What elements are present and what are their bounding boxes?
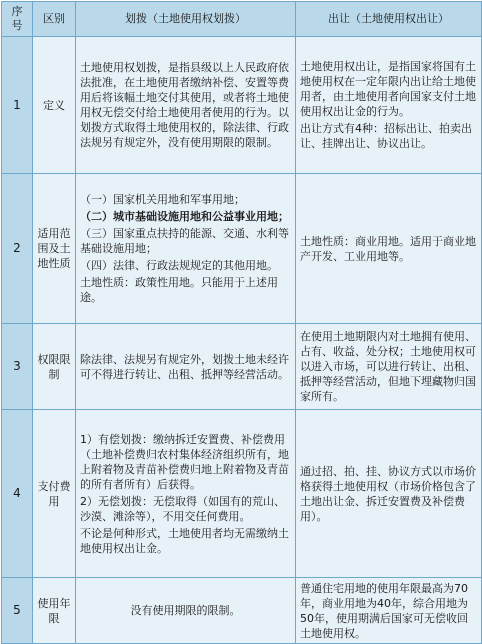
table-row	[2, 578, 482, 644]
header-seq-label: 序 号	[11, 5, 23, 32]
transfer-text: 通过招、拍、挂、协议方式以市场价格获得土地使用权（市场价格包含了土地出让金、拆迁安置费及补偿费用）。	[300, 464, 476, 523]
row-category: 权限限制	[33, 324, 76, 410]
header-seq	[2, 2, 33, 37]
header-transfer: 出让（土地使用权出让）	[296, 2, 482, 37]
row-number: 2	[2, 174, 33, 324]
allocation-text: 除法律、法规另有规定外，划拨土地未经许可不得进行转让、出租、抵押等经营活动。	[80, 352, 289, 381]
allocation-cell	[76, 37, 296, 174]
transfer-cell	[296, 410, 482, 578]
table-row	[2, 410, 482, 578]
transfer-cell	[296, 578, 482, 644]
land-use-comparison-table	[1, 1, 482, 644]
transfer-text: 出让方式有4种：招标出让、拍卖出让、挂牌出让、协议出让。	[300, 122, 472, 150]
transfer-cell	[296, 324, 482, 410]
allocation-text: 1）有偿划拨：缴纳拆迁安置费、补偿费用（土地补偿费归农村集体经济组织所有，地上附着物及青苗补偿费归地上附着物及青苗的所有者所有）后获得。	[80, 432, 289, 491]
table-row	[2, 174, 482, 324]
allocation-text: （三）国家重点扶持的能源、交通、水利等基础设施用地；	[80, 227, 289, 255]
table-row	[2, 37, 482, 174]
allocation-text: （一）国家机关用地和军事用地；	[80, 193, 245, 206]
row-category: 使用年限	[33, 578, 76, 644]
header-category: 区别	[33, 2, 76, 37]
row-number: 3	[2, 324, 33, 410]
table-row	[2, 324, 482, 410]
transfer-text: 普通住宅用地的使用年限最高为70年，商业用地为40年，综合用地为50年，使用期满后国家可无偿收回土地使用权。	[300, 581, 468, 640]
transfer-cell	[296, 37, 482, 174]
transfer-cell	[296, 174, 482, 324]
allocation-text: 2）无偿划拨：无偿取得（如国有的荒山、沙漠、滩涂等），不用交任何费用。	[80, 494, 285, 523]
allocation-text: 不论是何种形式，土地使用者均无需缴纳土地使用权出让金。	[80, 526, 289, 555]
table-header-row	[2, 2, 482, 37]
allocation-cell	[76, 578, 296, 644]
transfer-text: 在使用土地期限内对土地拥有使用、占有、收益、处分权；土地使用权可以进入市场，可以进行转让、出租、抵押等经营活动，但地下埋藏物归国家所有。	[300, 330, 476, 403]
allocation-cell	[76, 410, 296, 578]
header-allocation: 划拨（土地使用权划拨）	[76, 2, 296, 37]
row-category: 支付费用	[33, 410, 76, 578]
allocation-text: （四）法律、行政法规规定的其他用地。	[80, 259, 278, 272]
row-category: 定义	[33, 37, 76, 174]
allocation-text-emphasis: （二）城市基础设施用地和公益事业用地；	[80, 210, 289, 223]
transfer-text: 土地性质：商业用地。适用于商业地产开发、工业用地等。	[300, 234, 476, 263]
row-number: 1	[2, 37, 33, 174]
allocation-cell	[76, 324, 296, 410]
row-number: 4	[2, 410, 33, 578]
allocation-text: 土地性质：政策性用地。只能用于上述用途。	[80, 276, 278, 304]
row-number: 5	[2, 578, 33, 644]
allocation-cell	[76, 174, 296, 324]
allocation-text: 土地使用权划拨，是指县级以上人民政府依法批准，在土地使用者缴纳补偿、安置等费用后将该幅土地交付其使用，或者将土地使用权无偿交付给土地使用者使用的行为。以划拨方式取得土地使用权的，除法律、行政法规另有规定外，没有使用期限的限制。	[80, 61, 289, 149]
row-category: 适用范围及土地性质	[33, 174, 76, 324]
transfer-text: 土地使用权出让，是指国家将国有土地使用权在一定年限内出让给土地使用者，由土地使用者向国家支付土地使用权出让金的行为。	[300, 60, 476, 118]
allocation-text: 没有使用期限的限制。	[130, 604, 241, 617]
